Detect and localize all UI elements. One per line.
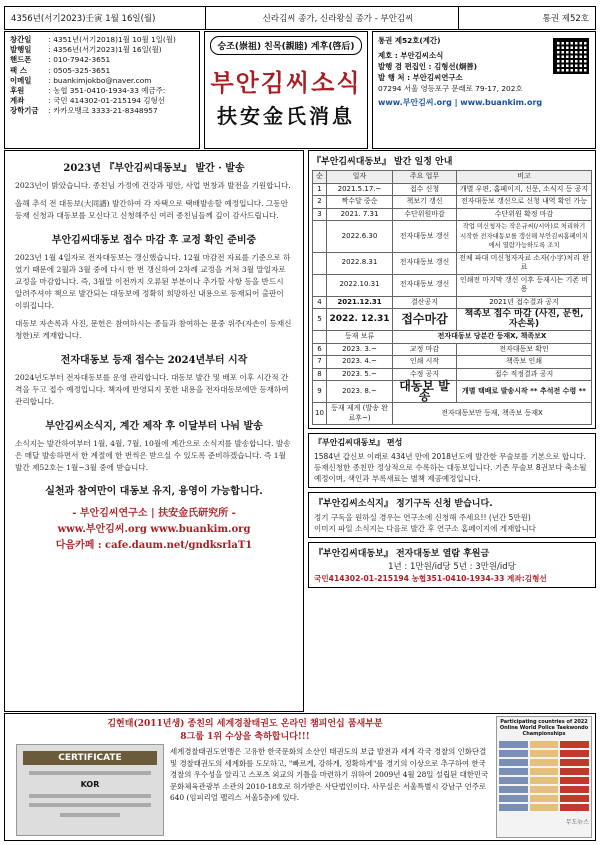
pub-title: 제호 : 부안김씨소식 [378, 51, 444, 60]
article-heading: 부안김씨소식지, 계간 제작 후 이달부터 나눠 발송 [45, 421, 263, 432]
schedule-table [312, 170, 592, 425]
closing-line: - 부안김씨연구소 | 扶安金氏研究所 - [72, 508, 236, 519]
info-row: 후원 : 농협 351-0410-1934-33 예금주: [10, 86, 166, 96]
schedule-title: 『부안김씨대동보』 발간 일정 안내 [312, 157, 453, 167]
participating-countries-poster [496, 716, 592, 838]
publication-info [372, 31, 596, 149]
main-article [4, 150, 304, 712]
issue-number: 통권 제52호 [542, 14, 589, 24]
sidebar [308, 150, 596, 592]
table-row: 2022.6.30 전자대동보 갱신 작업 미신청자는 작은규씨(/시아)로 처리하기 시작한 전자대동보를 갱신해 부안김씨홈페이지에서 열람가능하도록 조치 [313, 221, 592, 253]
slogan: 숭조(崇祖) 친목(親睦) 계후(啓后) [210, 36, 361, 55]
poster-title: Participating countries of 2022 Online World Police Taekwondo Championships [499, 719, 589, 737]
closing-block [15, 484, 293, 554]
article-paragraph: 2023년이 밝았습니다. 종친님 가정에 건강과 평안, 사업 번창과 발전을 기원합니다. [15, 181, 291, 190]
issue-date: 4356년(서기2023)壬寅 1월 16일(월) [11, 14, 156, 24]
table-header-row: 순 일자 주요 업무 비고 [313, 171, 592, 184]
edit-title: 『부안김씨대동보』 편성 [314, 438, 403, 447]
schedule-box [308, 150, 596, 429]
article-paragraph: 올해 추석 전 대동보(大同譜) 발간하여 각 자택으로 택배발송할 예정입니다. 그동안 등재 신청과 대동보를 모신다고 신청해주신 여러 종친님들께 깊이 감사드립니다. [15, 199, 288, 220]
table-row: 10 등재 제게 (발송 완료후~) 전자대동보만 등재, 책족보 등재X [313, 403, 592, 425]
table-row: 5 2022. 12.31 접수마감 책족보 접수 마감 (사진, 문헌, 자손록) [313, 309, 592, 331]
article-heading: 전자대동보 등재 접수는 2024년부터 시작 [60, 355, 248, 366]
table-row: 6 2023. 3.~ 교정 마감 전자대동보 확인 [313, 343, 592, 356]
closing-link[interactable]: www.부안김씨.org www.buankim.org [57, 524, 251, 535]
article-paragraph: 2023년 1월 4일자로 전자대동보는 갱신했습니다. 12월 마감전 자료를 기준으로 하였기 때문에 2월과 3월 중에 다시 한 번 갱신하여 2차례 교정을 거쳐 3월 말일자로 교정을 마감합니다. 즉, 3월말 이전까지 오류된 부분이나 추가할 사항 등을 반드시 알려주셔야 책으로 발간되는 대동보에 정확히 희망하신 내용으로 등재되어 출판이 이뤄집니다. [15, 253, 291, 310]
top-bar [4, 6, 596, 30]
info-row: 팩 스 : 0505-325-3651 [10, 65, 111, 75]
certificate-name: KOR [80, 780, 100, 789]
article-heading: 부안김씨대동보 접수 마감 후 교정 확인 준비중 [51, 235, 257, 246]
pub-number: 통권 제52호(계간) [378, 36, 441, 45]
table-row: 2 짝수달 중순 책보기 갱신 전자대동보 갱신으로 신청 내역 확인 가능 [313, 196, 592, 209]
table-row: 9 2023. 8.~ 대동보 발송 개별 택배로 발송시작 ** 추석전 수령 ** [313, 381, 592, 403]
table-row: 2022.8.31 전자대동보 갱신 전체 파대 미신청자자료 소자(小字)처리 완료 [313, 252, 592, 274]
table-row: 2022.10.31 전자대동보 갱신 인쇄전 마지막 갱신 이후 등재시는 기존 비용 [313, 274, 592, 296]
cafe-link[interactable]: 다음카페 : cafe.daum.net/gndksrlaT1 [55, 540, 253, 551]
table-row: 4 2021.12.31 결산공지 2021년 접수결과 공지 [313, 296, 592, 309]
table-row: 7 2023. 4.~ 인쇄 시작 책족보 인쇄 [313, 356, 592, 369]
info-row: 핸드폰 : 010-7942-3651 [10, 55, 111, 65]
info-row: 장학기금 : 카카오뱅크 3333-21-8348957 [10, 106, 158, 116]
subscribe-line: 이미지 파일 소식지는 다음로 발간 후 연구소 홈페이지에 게재합니다 [314, 524, 536, 533]
award-heading: 김현태(2011년생) 종친의 세계경찰태권도 온라인 챔피언십 품새부분 8그룹 1위 수상을 축하합니다!!! [107, 719, 383, 742]
table-row: 3 2021. 7.31 수단위원마감 수단위원 확정 마감 [313, 208, 592, 221]
table-row: 1 2021.5.17.~ 접수 신청 개별 우편, 홈페이지, 신문, 소식지 등 공지 [313, 183, 592, 196]
info-row: 창간일 : 4351년(서기2018)1월 10월 1일(월) [10, 35, 176, 44]
pub-editor: 발행 겸 편집인 : 김형선(炯善) [378, 62, 478, 71]
article-paragraph: 소식지는 발간하여부터 1월, 4월, 7월, 10월에 계간으로 소식지를 발송합니다. 발송은 매달 발송하면서 한 계절에 한 번씩은 받으실 수 있도록 준비하겠습니다. 즉 1월 발간 제52호는 1월~3월 중에 받습니다. [15, 439, 291, 472]
flag-grid [499, 741, 589, 811]
certificate-image [16, 744, 164, 836]
table-row: 8 2023. 5.~ 수정 공지 접수 적정결과 공지 [313, 368, 592, 381]
info-row: 계좌 : 국민 414302-01-215194 김형선 [10, 96, 165, 106]
info-row: 발행일 : 4356년(서기2023)1월 16일(월) [10, 45, 162, 55]
closing-line: 실천과 참여만이 대동보 유지, 융영이 가능합니다. [45, 486, 263, 497]
newsletter-title: 부안김씨소식 [210, 68, 362, 97]
donation-title: 『부안김씨대동보』 전자대동보 열람 후원금 [314, 549, 490, 559]
article-paragraph: 대동보 자손록과 사진, 문헌은 참여하시는 종들과 참여하는 문중 위주(자손이 등재신청한)로 게재합니다. [15, 319, 292, 340]
award-text: 세계경찰태권도연맹은 고유한 한국문화의 소산인 태권도의 보급 발전과 세계 각국 경찰의 인화단결 및 경찰태권도의 세계화를 도모하고, "빠르게, 강하게, 정확하게"를 경기의 이상으로 추구하여 한국경찰의 우수성을 알리고 스포츠 외교의 기틀을 마련하기 위하여 2009년 4월 28일 설립된 대한민국 문화체육관광부 소관의 2010-18호로 허가받은 사단법인이다. 사무실은 서울특별시 강남구 언주로640 (임피리얼 팰리스 서울5층)에 있다. [170, 747, 489, 802]
article-paragraph: 2024년도부터 전자대동보를 운영 관리합니다. 대동보 발간 및 배포 이후 시간적 간격을 두고 접수 예정입니다. 책자에 반영되지 못한 내용을 전자대동보에만 등재하여 관리합니다. [15, 373, 289, 406]
donation-account: 국민414302-01-215194 농협351-0410-1934-33 계좌:김형선 [314, 574, 547, 583]
subscribe-line: 정기 구독을 원하실 경우는 연구소에 신청해 주세요!! (년간 5만원) [314, 513, 531, 522]
motto: 신라김씨 종가, 신라왕실 종가 - 부안김씨 [262, 14, 414, 24]
table-row: 등재 보류 전자대동보 당분간 등재X, 책족보X [313, 331, 592, 344]
contact-info [4, 31, 200, 149]
pub-address: 07294 서울 영등포구 문래로 79-17, 202호 [378, 84, 523, 93]
edit-box [308, 433, 596, 488]
article-heading: 2023년 『부안김씨대동보』 발간 · 발송 [63, 163, 245, 174]
donation-box [308, 542, 596, 588]
qr-code-icon[interactable] [553, 38, 589, 74]
newsletter-title-hanja: 扶安金氏消息 [217, 104, 355, 128]
donation-line: 1년 : 1만원/id당 5년 : 3만원/id당 [388, 562, 516, 572]
edit-text: 1584년 갑신보 이래로 434년 만에 2018년도에 발간한 무술보를 기본으로 합니다. 등재신청한 종친만 정상적으로 수록하는 대동보입니다. 기존 무술보 8권보다 축소될 예정이며, 색인과 부록새료는 별책 제공예정입니다. [314, 452, 587, 483]
website-link[interactable]: www.부안김씨.org | www.buankim.org [378, 98, 543, 107]
poster-footer: 무도뉴스 [565, 819, 589, 826]
info-row: 이메일 : buankimjokbo@naver.com [10, 75, 152, 85]
masthead [204, 31, 368, 149]
pub-publisher: 발 행 처 : 부안김씨연구소 [378, 73, 463, 82]
certificate-title: CERTIFICATE [23, 751, 157, 765]
subscribe-title: 『부안김씨소식지』 정기구독 신청 받습니다. [314, 499, 493, 509]
subscribe-box [308, 492, 596, 538]
